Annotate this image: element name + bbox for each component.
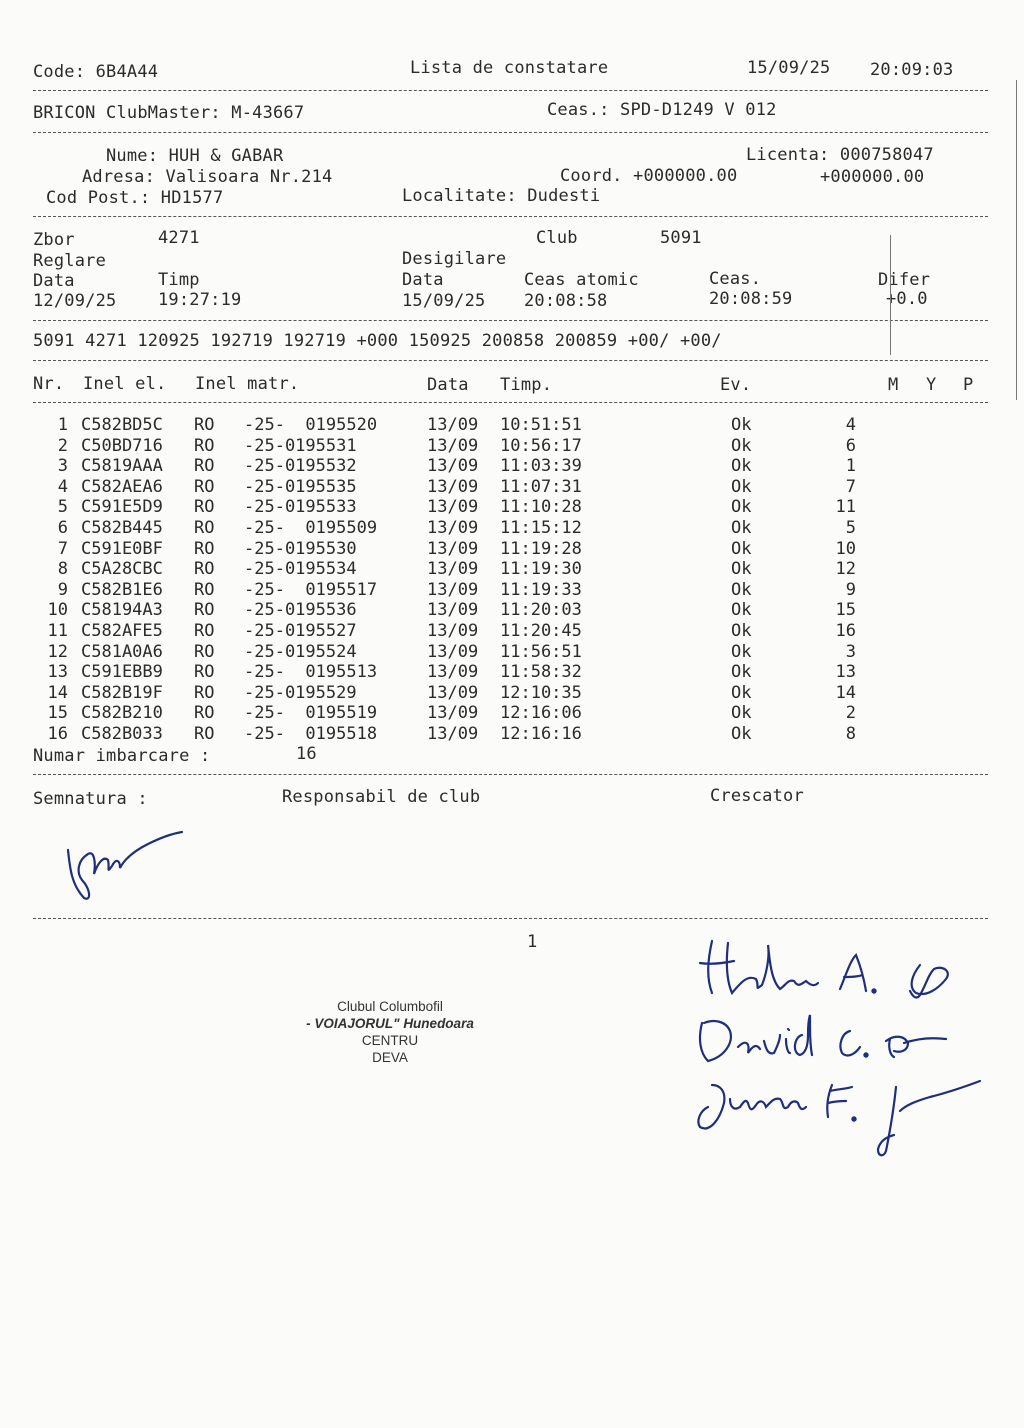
position: 12 <box>835 559 856 580</box>
arrival-date: 13/09 <box>427 703 479 724</box>
event-status: Ok <box>731 517 752 538</box>
table-row <box>0 724 1024 745</box>
electronic-ring: C582AFE5 <box>81 620 163 641</box>
arrivals-table <box>0 415 1024 745</box>
col-header-inel-matr: Inel matr. <box>195 374 300 394</box>
country-code: RO <box>194 456 215 477</box>
arrival-date: 13/09 <box>427 579 479 600</box>
arrival-date: 13/09 <box>427 497 479 518</box>
position: 5 <box>845 517 856 538</box>
table-row <box>0 683 1024 704</box>
col-header-inel-el: Inel el. <box>83 374 167 394</box>
col-header-nr: Nr. <box>33 374 65 394</box>
country-code: RO <box>194 497 215 518</box>
arrival-time: 11:10:28 <box>500 497 582 518</box>
separator <box>33 216 988 217</box>
electronic-ring: C591E5D9 <box>81 497 163 518</box>
table-row <box>0 518 1024 539</box>
club-label: Club <box>536 228 578 248</box>
row-number: 9 <box>57 579 68 600</box>
electronic-ring: C5A28CBC <box>81 559 163 580</box>
desigilare-label: Desigilare <box>402 249 507 269</box>
electronic-ring: C58194A3 <box>81 600 163 621</box>
row-number: 4 <box>57 476 68 497</box>
position: 3 <box>845 641 856 662</box>
row-number: 16 <box>47 723 68 744</box>
row-number: 7 <box>57 538 68 559</box>
electronic-ring: C582BD5C <box>81 415 163 435</box>
event-status: Ok <box>731 497 752 518</box>
reglare-time: 19:27:19 <box>158 290 242 310</box>
arrival-date: 13/09 <box>427 559 479 580</box>
row-number: 10 <box>47 600 68 621</box>
arrival-time: 12:16:16 <box>500 723 582 744</box>
position: 14 <box>835 682 856 703</box>
event-status: Ok <box>731 456 752 477</box>
separator <box>33 774 988 775</box>
separator <box>33 918 988 919</box>
table-row <box>0 559 1024 580</box>
club-master-id: BRICON ClubMaster: M-43667 <box>33 103 305 123</box>
difference-label: Difer <box>878 270 931 290</box>
arrival-date: 13/09 <box>427 682 479 703</box>
separator <box>33 90 988 91</box>
arrival-date: 13/09 <box>427 456 479 477</box>
clock-time: 20:08:59 <box>709 289 793 309</box>
arrival-time: 10:56:17 <box>500 435 582 456</box>
arrival-date: 13/09 <box>427 620 479 641</box>
position: 7 <box>845 476 856 497</box>
row-number: 13 <box>47 662 68 683</box>
event-status: Ok <box>731 682 752 703</box>
table-row <box>0 621 1024 642</box>
stamp-line: DEVA <box>372 1050 408 1065</box>
col-header-y: Y <box>926 375 937 395</box>
row-number: 14 <box>47 682 68 703</box>
country-code: RO <box>194 579 215 600</box>
owner-postal-code: Cod Post.: HD1577 <box>46 188 224 208</box>
country-code: RO <box>194 600 215 621</box>
arrival-date: 13/09 <box>427 435 479 456</box>
event-status: Ok <box>731 415 752 435</box>
ring-number: -25- 0195520 <box>244 415 378 435</box>
reglare-date-label: Data <box>33 271 75 291</box>
clock-label: Ceas. <box>709 269 762 289</box>
ring-number: -25-0195535 <box>244 476 357 497</box>
ring-number: -25- 0195509 <box>244 517 378 538</box>
electronic-ring: C582B445 <box>81 517 163 538</box>
desigilare-date: 15/09/25 <box>402 291 486 311</box>
report-time: 20:09:03 <box>870 60 954 80</box>
country-code: RO <box>194 517 215 538</box>
country-code: RO <box>194 620 215 641</box>
arrival-time: 11:19:33 <box>500 579 582 600</box>
basketing-count-value: 16 <box>296 744 317 764</box>
table-row <box>0 436 1024 457</box>
row-number: 2 <box>57 435 68 456</box>
position: 6 <box>845 435 856 456</box>
ring-number: -25-0195533 <box>244 497 357 518</box>
event-status: Ok <box>731 641 752 662</box>
col-header-m: M <box>888 375 899 395</box>
electronic-ring: C582B19F <box>81 682 163 703</box>
event-status: Ok <box>731 435 752 456</box>
page-number: 1 <box>527 932 538 952</box>
table-row <box>0 497 1024 518</box>
ring-number: -25-0195529 <box>244 682 357 703</box>
stamp-line: CENTRU <box>361 1033 419 1048</box>
event-status: Ok <box>731 538 752 559</box>
table-row <box>0 703 1024 724</box>
electronic-ring: C5819AAA <box>81 456 163 477</box>
stamp-line: - VOIAJORUL" Hunedoara <box>306 1016 474 1031</box>
row-number: 11 <box>47 620 68 641</box>
country-code: RO <box>194 415 215 435</box>
ring-number: -25-0195531 <box>244 435 357 456</box>
position: 11 <box>835 497 856 518</box>
arrival-date: 13/09 <box>427 476 479 497</box>
breeder-label: Crescator <box>710 786 804 806</box>
arrival-time: 11:19:30 <box>500 559 582 580</box>
separator <box>33 360 988 361</box>
ring-number: -25-0195530 <box>244 538 357 559</box>
separator <box>33 132 988 133</box>
electronic-ring: C591E0BF <box>81 538 163 559</box>
ring-number: -25-0195524 <box>244 641 357 662</box>
electronic-ring: C581A0A6 <box>81 641 163 662</box>
ring-number: -25-0195534 <box>244 559 357 580</box>
table-row <box>0 539 1024 560</box>
position: 9 <box>845 579 856 600</box>
table-row <box>0 415 1024 436</box>
arrival-time: 12:10:35 <box>500 682 582 703</box>
position: 10 <box>835 538 856 559</box>
table-row <box>0 662 1024 683</box>
event-status: Ok <box>731 476 752 497</box>
table-row <box>0 642 1024 663</box>
ring-number: -25-0195532 <box>244 456 357 477</box>
table-row <box>0 456 1024 477</box>
ring-number: -25- 0195519 <box>244 703 378 724</box>
owner-name: Nume: HUH & GABAR <box>106 146 284 166</box>
arrival-date: 13/09 <box>427 662 479 683</box>
atomic-time: 20:08:58 <box>524 291 608 311</box>
col-header-p: P <box>963 375 974 395</box>
position: 13 <box>835 662 856 683</box>
separator <box>33 402 988 403</box>
flight-number: 4271 <box>158 228 200 248</box>
club-stamp <box>270 998 510 1066</box>
reglare-time-label: Timp <box>158 270 200 290</box>
table-row <box>0 600 1024 621</box>
desigilare-date-label: Data <box>402 270 444 290</box>
country-code: RO <box>194 723 215 744</box>
country-code: RO <box>194 435 215 456</box>
event-status: Ok <box>731 600 752 621</box>
owner-locality: Localitate: Dudesti <box>402 186 601 206</box>
owner-coord-2: +000000.00 <box>820 167 925 187</box>
arrival-date: 13/09 <box>427 600 479 621</box>
country-code: RO <box>194 641 215 662</box>
row-number: 8 <box>57 559 68 580</box>
col-header-data: Data <box>427 375 469 395</box>
club-number: 5091 <box>660 228 702 248</box>
event-status: Ok <box>731 662 752 683</box>
row-number: 12 <box>47 641 68 662</box>
owner-address: Adresa: Valisoara Nr.214 <box>82 167 333 187</box>
electronic-ring: C582B033 <box>81 723 163 744</box>
arrival-time: 11:15:12 <box>500 517 582 538</box>
ring-number: -25- 0195518 <box>244 723 378 744</box>
arrival-date: 13/09 <box>427 517 479 538</box>
electronic-ring: C582B1E6 <box>81 579 163 600</box>
country-code: RO <box>194 476 215 497</box>
reglare-date: 12/09/25 <box>33 291 117 311</box>
electronic-ring: C50BD716 <box>81 435 163 456</box>
owner-coord: Coord. +000000.00 <box>560 166 738 186</box>
col-header-ev: Ev. <box>720 375 752 395</box>
club-responsible-label: Responsabil de club <box>282 787 481 807</box>
separator <box>33 320 988 321</box>
event-status: Ok <box>731 579 752 600</box>
arrival-time: 12:16:06 <box>500 703 582 724</box>
arrival-time: 11:20:45 <box>500 620 582 641</box>
difference-value: +0.0 <box>886 289 928 309</box>
handwritten-signature <box>58 830 198 910</box>
row-number: 3 <box>57 456 68 477</box>
basketing-count-label: Numar imbarcare : <box>33 746 211 766</box>
event-status: Ok <box>731 723 752 744</box>
position: 2 <box>845 703 856 724</box>
atomic-clock-label: Ceas atomic <box>524 270 639 290</box>
arrival-time: 10:51:51 <box>500 415 582 435</box>
row-number: 15 <box>47 703 68 724</box>
country-code: RO <box>194 682 215 703</box>
arrival-time: 11:56:51 <box>500 641 582 662</box>
position: 8 <box>845 723 856 744</box>
position: 1 <box>845 456 856 477</box>
scan-artifact-line <box>1016 80 1017 400</box>
event-status: Ok <box>731 559 752 580</box>
electronic-ring: C582AEA6 <box>81 476 163 497</box>
encoded-data-line: 5091 4271 120925 192719 192719 +000 150925 200858 200859 +00/ +00/ <box>33 331 722 351</box>
country-code: RO <box>194 662 215 683</box>
arrival-time: 11:07:31 <box>500 476 582 497</box>
country-code: RO <box>194 538 215 559</box>
electronic-ring: C591EBB9 <box>81 662 163 683</box>
report-title: Lista de constatare <box>410 58 609 78</box>
row-number: 5 <box>57 497 68 518</box>
report-date: 15/09/25 <box>747 58 831 78</box>
arrival-date: 13/09 <box>427 641 479 662</box>
arrival-time: 11:19:28 <box>500 538 582 559</box>
ring-number: -25- 0195513 <box>244 662 378 683</box>
arrival-date: 13/09 <box>427 415 479 435</box>
owner-license: Licenta: 000758047 <box>746 145 934 165</box>
row-number: 6 <box>57 517 68 538</box>
electronic-ring: C582B210 <box>81 703 163 724</box>
arrival-time: 11:58:32 <box>500 662 582 683</box>
flight-label: Zbor <box>33 230 75 250</box>
arrival-date: 13/09 <box>427 538 479 559</box>
table-row <box>0 580 1024 601</box>
country-code: RO <box>194 559 215 580</box>
stamp-line: Clubul Columbofil <box>337 999 443 1014</box>
scan-artifact-line <box>890 235 891 355</box>
ring-number: -25-0195536 <box>244 600 357 621</box>
reglare-label: Reglare <box>33 251 107 271</box>
arrival-time: 11:20:03 <box>500 600 582 621</box>
country-code: RO <box>194 703 215 724</box>
table-row <box>0 477 1024 498</box>
arrival-date: 13/09 <box>427 723 479 744</box>
col-header-timp: Timp. <box>500 375 553 395</box>
position: 16 <box>835 620 856 641</box>
signature-label: Semnatura : <box>33 789 148 809</box>
arrival-time: 11:03:39 <box>500 456 582 477</box>
ring-number: -25-0195527 <box>244 620 357 641</box>
report-code: Code: 6B4A44 <box>33 62 159 82</box>
position: 4 <box>845 415 856 435</box>
event-status: Ok <box>731 620 752 641</box>
ring-number: -25- 0195517 <box>244 579 378 600</box>
position: 15 <box>835 600 856 621</box>
clock-id: Ceas.: SPD-D1249 V 012 <box>547 100 777 120</box>
event-status: Ok <box>731 703 752 724</box>
commission-signatures <box>690 935 990 1165</box>
row-number: 1 <box>57 415 68 435</box>
